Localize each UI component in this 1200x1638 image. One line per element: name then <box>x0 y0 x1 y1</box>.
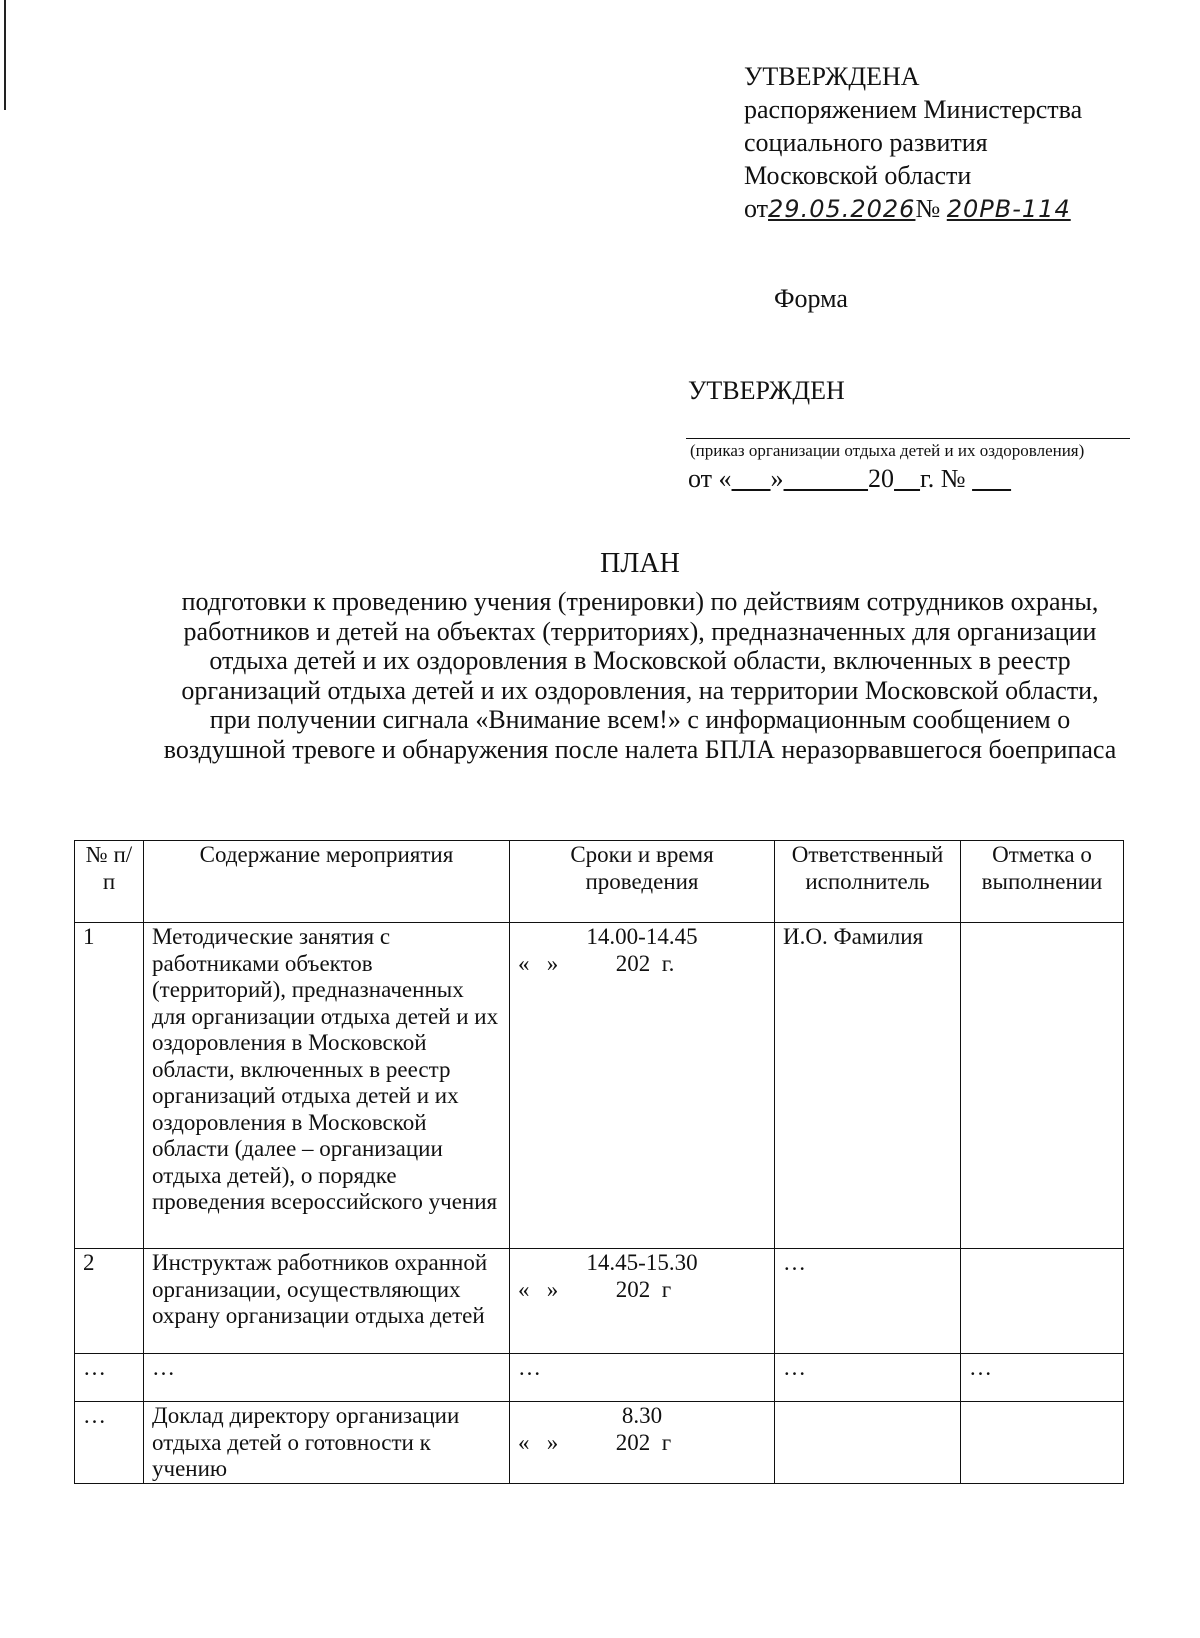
cell-timing <box>510 923 775 1249</box>
header-num: № п/п <box>75 841 144 923</box>
cell-content: Доклад директору организации отдыха детей о готовности к учению <box>144 1402 510 1484</box>
order-number-blank <box>972 464 1011 493</box>
order-caption: (приказ организации отдыха детей и их оздоровления) <box>690 441 1085 460</box>
approval-date-number <box>744 192 1082 226</box>
approval-stamp <box>744 60 1082 226</box>
order-year: 20 <box>868 464 895 493</box>
cell-content: Инструктаж работников охранной организации, осуществляющих охрану организации отдыха детей <box>144 1249 510 1354</box>
cell-timing <box>510 1354 775 1402</box>
order-close-quote: » <box>770 464 784 493</box>
approval-status: УТВЕРЖДЕНА <box>744 62 920 91</box>
cell-num: … <box>75 1402 144 1484</box>
cell-time: … <box>518 1355 541 1380</box>
order-year-suffix: г. № <box>920 464 966 493</box>
cell-responsible: … <box>775 1249 961 1354</box>
header-timing: Сроки и время проведения <box>510 841 775 923</box>
cell-date: « » 202 г <box>518 1276 672 1302</box>
cell-mark <box>961 1402 1124 1484</box>
number-sign: № <box>915 194 941 223</box>
cell-time: 8.30 <box>621 1403 663 1428</box>
approval-line-1: распоряжением Министерства <box>744 95 1083 124</box>
cell-timing <box>510 1402 775 1484</box>
cell-num: 1 <box>75 923 144 1249</box>
scan-edge-line <box>4 0 6 110</box>
order-year-blank <box>894 464 920 493</box>
cell-mark: … <box>961 1354 1124 1402</box>
handwritten-number: 20РВ-114 <box>946 195 1071 223</box>
cell-timing <box>510 1249 775 1354</box>
approval-line-3: Московской области <box>744 161 972 190</box>
table-row <box>75 923 1124 1249</box>
order-day-blank <box>732 464 771 493</box>
approved-status: УТВЕРЖДЕН <box>688 376 845 405</box>
cell-time: 14.00-14.45 <box>586 924 698 949</box>
cell-num: 2 <box>75 1249 144 1354</box>
cell-date: « » 202 г. <box>518 950 675 976</box>
table-row <box>75 1354 1124 1402</box>
plan-title: ПЛАН <box>600 548 680 579</box>
cell-responsible: И.О. Фамилия <box>775 923 961 1249</box>
header-content: Содержание мероприятия <box>144 841 510 923</box>
table-row <box>75 1402 1124 1484</box>
cell-time: 14.45-15.30 <box>586 1250 698 1275</box>
cell-content: … <box>144 1354 510 1402</box>
order-signature-line <box>686 438 1130 439</box>
cell-mark <box>961 1249 1124 1354</box>
table-row <box>75 1249 1124 1354</box>
order-month-blank <box>784 464 869 493</box>
order-date-line <box>688 464 1011 494</box>
cell-mark <box>961 923 1124 1249</box>
plan-table <box>74 840 1124 1484</box>
form-label: Форма <box>774 284 848 313</box>
plan-subtitle: подготовки к проведению учения (тренировки) по действиям сотрудников охраны, работников и детей на объектах (территориях), предназначенных для организации отдыха детей и их оздоровления в Московской области, включенных в реестр организаций отдыха детей и их оздоровления, на территории Московской области, при получении сигнала «Внимание всем!» с информационным сообщением о воздушной тревоге и обнаружения после налета БПЛА неразорвавшегося боеприпаса <box>163 587 1117 764</box>
approval-line-2: социального развития <box>744 128 988 157</box>
handwritten-date: 29.05.2026 <box>768 195 916 223</box>
cell-num: … <box>75 1354 144 1402</box>
cell-content: Методические занятия с работниками объектов (территорий), предназначенных для организации отдыха детей и их оздоровления в Московской области, включенных в реестр организаций отдыха детей и их оздоровления в Московской области (далее – организации отдыха детей), о порядке проведения всероссийского учения <box>144 923 510 1249</box>
header-mark: Отметка о выполнении <box>961 841 1124 923</box>
order-from: от « <box>688 464 732 493</box>
cell-responsible: … <box>775 1354 961 1402</box>
cell-responsible <box>775 1402 961 1484</box>
table-header-row <box>75 841 1124 923</box>
approval-from-prefix: от <box>744 194 769 223</box>
header-responsible: Ответственный исполнитель <box>775 841 961 923</box>
cell-date: « » 202 г <box>518 1429 672 1455</box>
